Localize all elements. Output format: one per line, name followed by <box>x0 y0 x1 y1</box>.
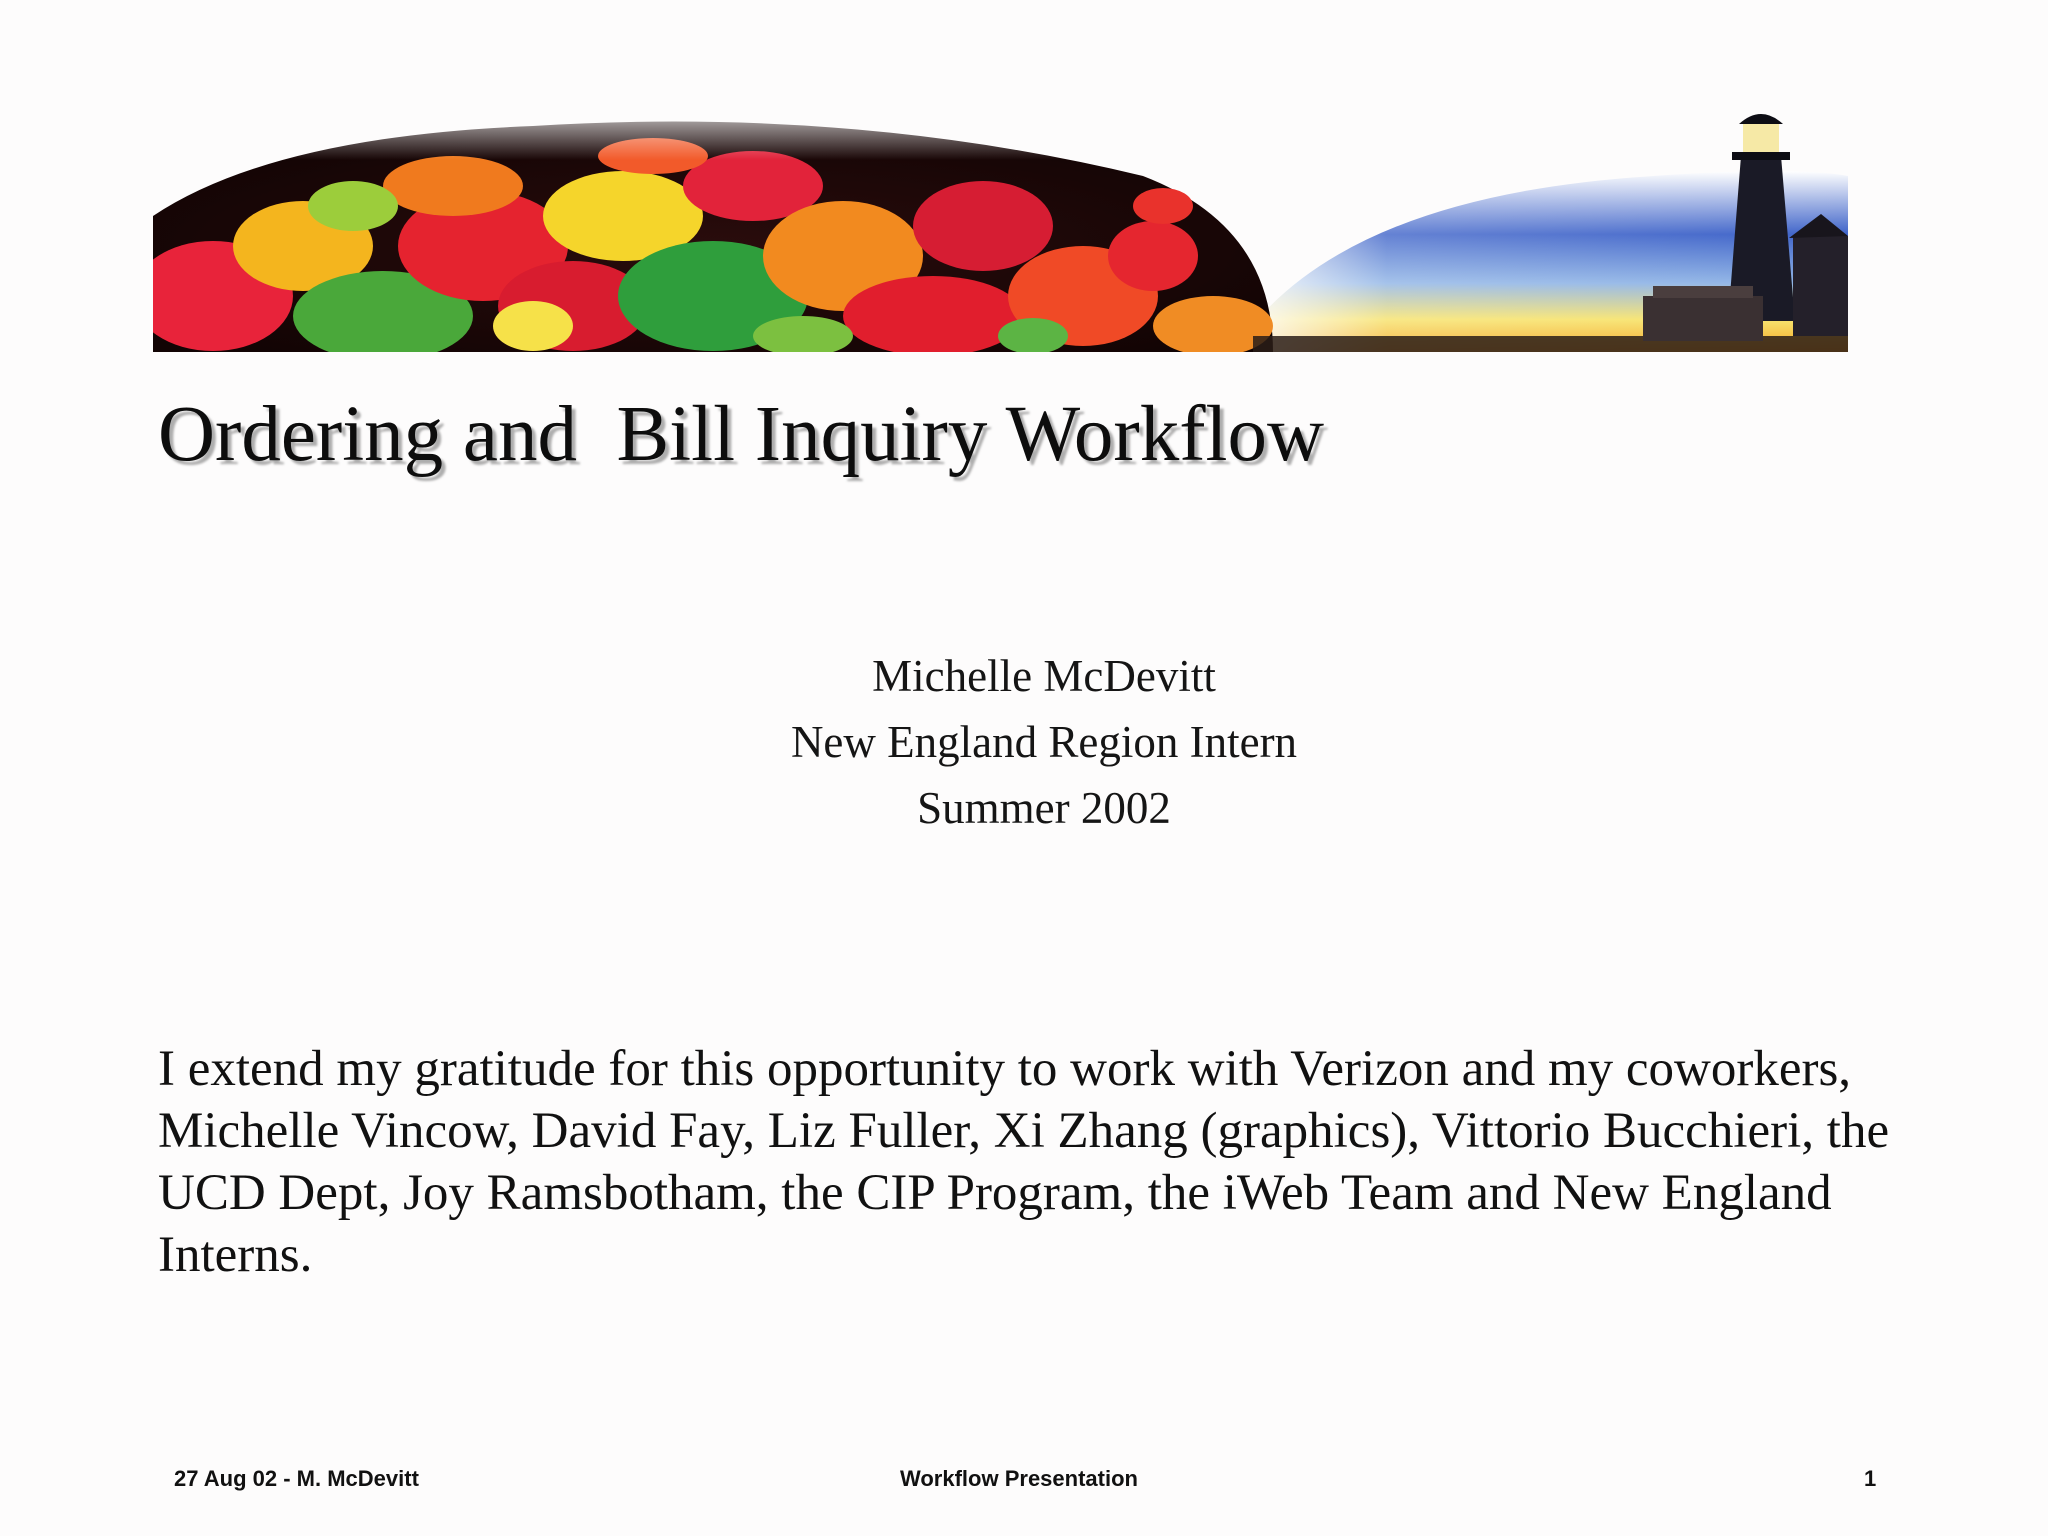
author-name: Michelle McDevitt <box>872 651 1216 701</box>
acknowledgement-text: I extend my gratitude for this opportunity to work with Verizon and my coworkers, Michelle Vincow, David Fay, Liz Fuller, Xi Zhang (graphics), Vittorio Bucchieri, the UCD Dept, Joy Ramsbotham, the CIP Program, the iWeb Team and New England Interns. <box>158 1041 1890 1283</box>
footer-date-author: 27 Aug 02 - M. McDevitt <box>174 1466 419 1491</box>
author-term: Summer 2002 <box>917 783 1171 833</box>
banner-image <box>153 96 1848 352</box>
author-role: New England Region Intern <box>790 717 1298 767</box>
footer-presentation-title: Workflow Presentation <box>900 1466 1138 1491</box>
author-block <box>0 643 2048 841</box>
slide-title: Ordering and Bill Inquiry Workflow <box>158 391 1325 478</box>
footer-page-number: 1 <box>1864 1466 1877 1491</box>
